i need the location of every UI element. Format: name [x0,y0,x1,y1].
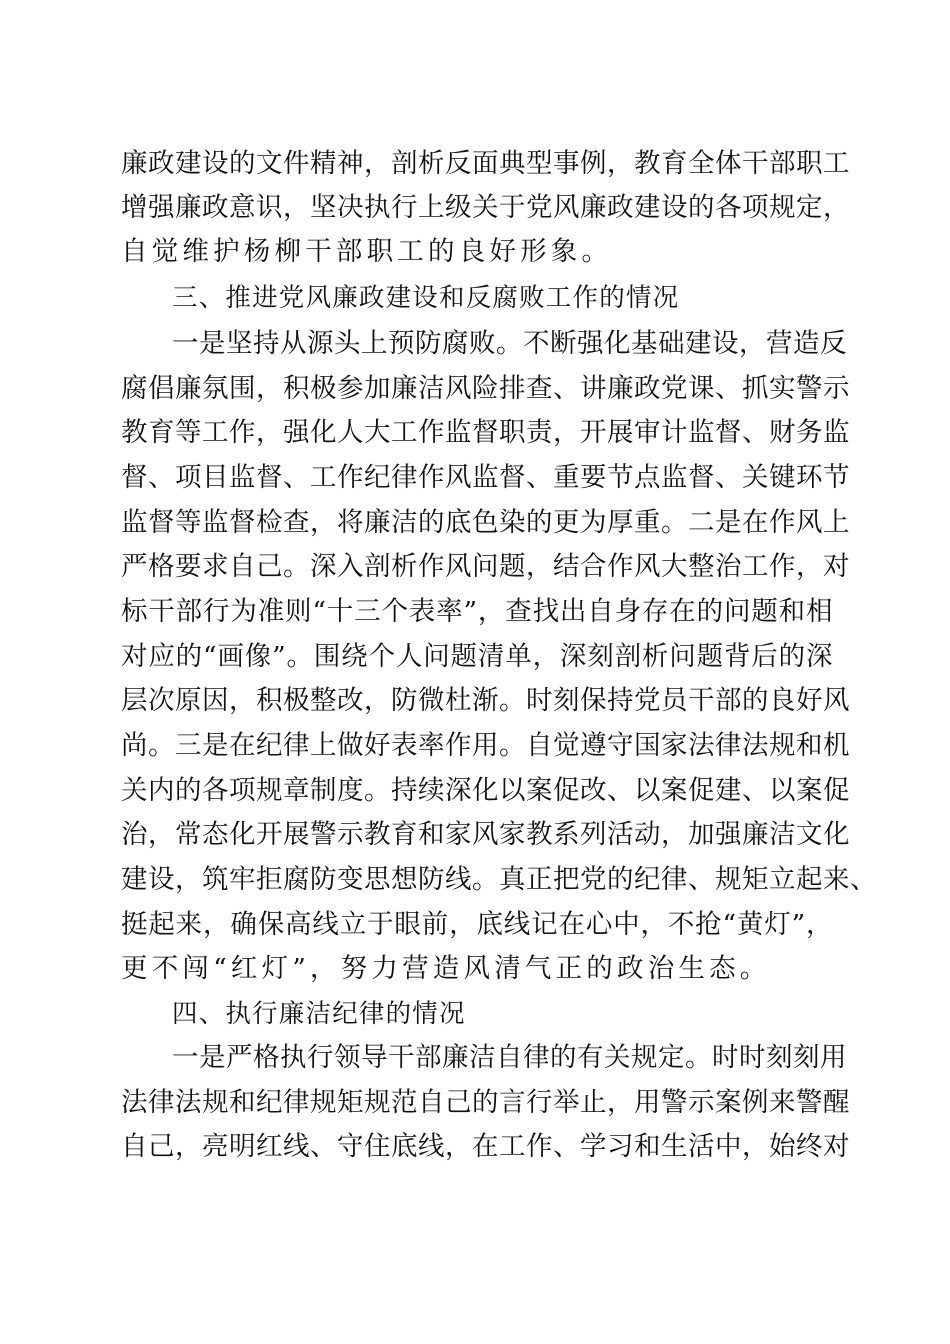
body-line: 建设，筑牢拒腐防变思想防线。真正把党的纪律、规矩立起来、 [121,864,877,895]
body-line: 法律法规和纪律规矩规范自己的言行举止，用警示案例来警醒 [121,1087,850,1118]
body-line: 教育等工作，强化人大工作监督职责，开展审计监督、财务监 [121,417,850,448]
body-line: 增强廉政意识，坚决执行上级关于党风廉政建设的各项规定， [121,192,850,223]
body-line: 一是严格执行领导干部廉洁自律的有关规定。时时刻刻用 [172,1042,847,1073]
section-heading-3: 三、推进党风廉政建设和反腐败工作的情况 [172,283,680,313]
body-line: 对应的“画像”。围绕个人问题清单，深刻剖析问题背后的深 [121,641,833,672]
body-line: 监督等监督检查，将廉洁的底色染的更为厚重。二是在作风上 [121,507,850,538]
body-line: 严格要求自己。深入剖析作风问题，结合作风大整治工作，对 [121,551,850,582]
body-line: 层次原因，积极整改，防微杜渐。时刻保持党员干部的良好风 [121,685,850,716]
body-line: 自己，亮明红线、守住底线，在工作、学习和生活中，始终对 [121,1131,850,1162]
body-line: 督、项目监督、工作纪律作风监督、重要节点监督、关键环节 [121,462,850,493]
body-line: 一是坚持从源头上预防腐败。不断强化基础建设，营造反 [172,328,847,359]
body-line: 自觉维护杨柳干部职工的良好形象。 [121,236,613,267]
body-line: 治，常态化开展警示教育和家风家教系列活动，加强廉洁文化 [121,819,850,850]
body-line: 更不闯“红灯”，努力营造风清气正的政治生态。 [121,953,771,984]
body-line: 挺起来，确保高线立于眼前，底线记在心中，不抢“黄灯”， [121,909,833,940]
body-line: 关内的各项规章制度。持续深化以案促改、以案促建、以案促 [121,775,850,806]
body-line: 标干部行为准则“十三个表率”，查找出自身存在的问题和相 [121,596,833,627]
body-line: 廉政建设的文件精神，剖析反面典型事例，教育全体干部职工 [121,148,850,179]
body-line: 腐倡廉氛围，积极参加廉洁风险排查、讲廉政党课、抓实警示 [121,373,850,404]
section-heading-4: 四、执行廉洁纪律的情况 [172,999,466,1029]
body-line: 尚。三是在纪律上做好表率作用。自觉遵守国家法律法规和机 [121,730,850,761]
